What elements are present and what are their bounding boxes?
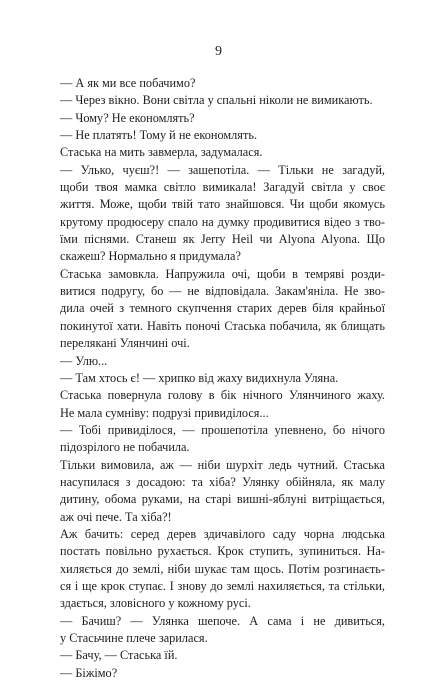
text-line: хиляється до землі, ніби шукає там щось. Потім розгинаєть- [60,561,385,576]
text-line: перелякані Улянчині очі. [60,336,190,351]
text-line: витися подругу, бо — не відповідала. Закам'яніла. Не зво- [60,284,385,299]
text-line: — Тобі привиділося, — прошепотіла упевнено, бо нічого [60,422,385,437]
text-line: дитину, обома руками, на старі вишні-яблуні витріщається, [60,492,385,507]
text-line: — Чому? Не економлять? [60,110,195,125]
text-line: підозрілого не побачила. [60,440,190,455]
text-line: життя. Може, щоби твій тато знайшовся. Чи щоби якомусь [60,197,385,212]
text-line: скажеш? Нормально я придумала? [60,249,241,264]
text-line: Аж бачить: серед дерев здичавілого саду чорна людська [60,526,385,541]
text-line: Стаська повернула голову в бік нічного Улянчиного жаху. [60,388,385,403]
text-line: — Бачу, — Стаська їй. [60,648,178,663]
text-line: щоби твоя мамка світло вимикала! Загадуй світла у своє [60,180,385,195]
text-line: постать повільно рухається. Крок ступить, зупиниться. На- [60,544,385,559]
text-line: — Бачиш? — Улянка шепоче. А сама і не дивиться, [60,613,385,628]
text-line: — Не платять! Тому й не економлять. [60,128,258,143]
text-line: насупилася з досадою: та хіба? Улянку обійняла, як малу [60,474,385,489]
text-line: аж очі пече. Та хіба?! [60,509,172,524]
text-line: — Там хтось є! — хрипко від жаху видихнула Уляна. [60,370,339,385]
text-line: Тільки вимовила, аж — ніби шурхіт ледь чутний. Стаська [60,457,385,472]
text-line: Стаська на мить завмерла, задумалася. [60,145,263,160]
text-line: — А як ми все побачимо? [60,76,196,90]
text-line: — Біжімо? [60,665,118,680]
text-line: їми піснями. Станеш як Jerry Heil чи Alyona Alyona. Що [60,232,385,247]
text-line: у Стасьчине плече зарилася. [60,631,208,645]
text-line: здається, зловісного у кожному русі. [60,596,251,611]
text-line: крутому продюсеру спало на думку продивитися відео з тво- [60,214,385,229]
text-line: Не мала сумніву: подрузі привиділося... [60,405,269,420]
text-line: покинутої хати. Навіть поночі Стаська побачила, як блищать [60,318,385,333]
text-line: — Улю... [60,353,108,368]
text-line: Стаська замовкла. Напружила очі, щоби в темряві розди- [60,266,385,281]
text-line: дила очей з темного скупчення старих дерев біля крайньої [60,301,385,316]
page-number: 9 [215,44,222,59]
text-line: — Через вікно. Вони світла у спальні ніколи не вимикають. [60,93,373,108]
text-line: — Улько, чуєш?! — зашепотіла. — Тільки не загадуй, [60,162,385,177]
text-line: ся і ще крок ступає. І знову до землі нахиляється, та стільки, [60,578,385,593]
text-body [60,75,385,682]
